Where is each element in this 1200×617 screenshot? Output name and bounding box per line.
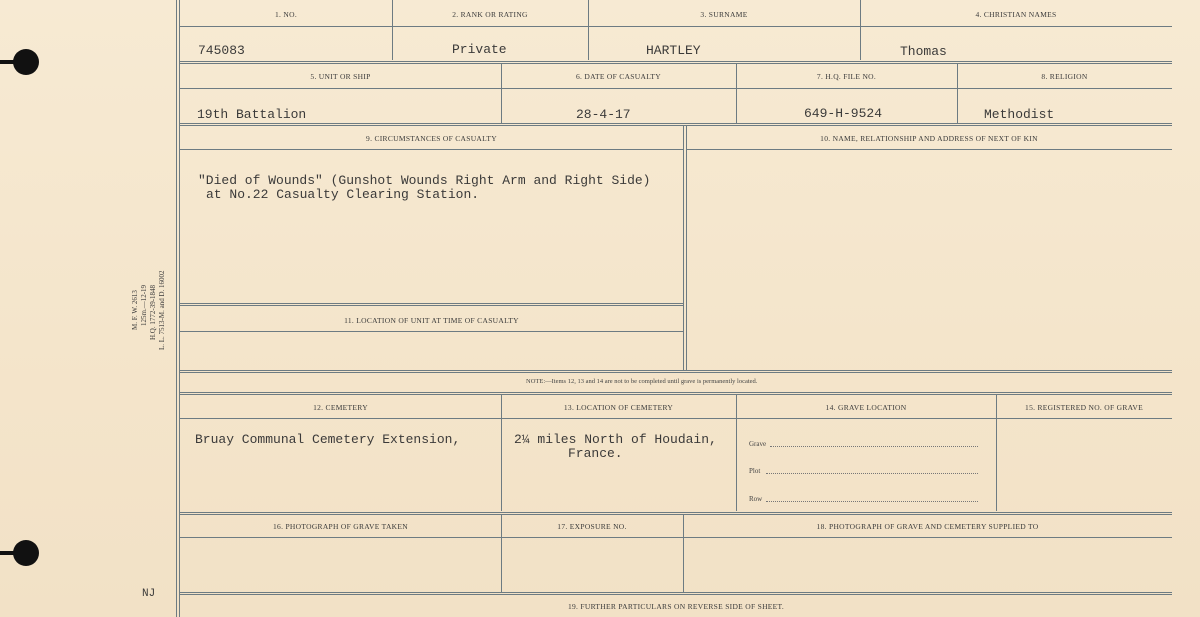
header-surname: 3. SURNAME [700, 10, 748, 19]
grave-field-line [770, 446, 978, 447]
row4-divider-3 [996, 395, 997, 511]
header-date: 6. DATE OF CASUALTY [575, 72, 661, 81]
row3-divider [683, 126, 684, 371]
row4-bottom-rule [180, 512, 1172, 515]
row5-bottom-rule [180, 592, 1172, 595]
header-unit: 5. UNIT OR SHIP [310, 72, 371, 81]
hq-file-value: 649-H-9524 [804, 106, 883, 121]
header-religion: 8. RELIGION [1041, 72, 1088, 81]
unit-value: 19th Battalion [197, 107, 307, 122]
header-exposure: 17. EXPOSURE NO. [557, 522, 627, 531]
row4-header-rule [180, 418, 1172, 419]
cemetery-location-line1: 2¼ miles North of Houdain, [514, 432, 717, 447]
header-location-unit: 11. LOCATION OF UNIT AT TIME OF CASUALTY [344, 316, 519, 325]
form-code-line1: M. F. W. 2613 [131, 290, 139, 330]
header-photo-supplied: 18. PHOTOGRAPH OF GRAVE AND CEMETERY SUPPLIED TO [816, 522, 1039, 531]
date-value: 28-4-17 [576, 107, 631, 122]
row-field-label: Row [749, 495, 763, 503]
row4-divider-2 [736, 395, 737, 511]
row3-header-rule-left [180, 149, 683, 150]
header-grave-location: 14. GRAVE LOCATION [825, 403, 907, 412]
header-next-of-kin: 10. NAME, RELATIONSHIP AND ADDRESS OF NEXT OF KIN [820, 134, 1038, 143]
punch-hole-top [13, 49, 39, 75]
row3-divider-b [686, 126, 687, 371]
clerk-initials: NJ [142, 588, 156, 600]
service-number: 745083 [198, 43, 245, 58]
row2-header-rule [180, 88, 1172, 89]
note-text: NOTE:—Items 12, 13 and 14 are not to be completed until grave is permanently located. [526, 378, 758, 385]
row3-header-rule-right [686, 149, 1172, 150]
form-code-line2: 125m.—12-19 [140, 284, 148, 326]
plot-field-label: Plot [749, 467, 761, 475]
row1-header-rule [180, 26, 1172, 27]
plot-field-line [766, 473, 978, 474]
circumstances-line2: at No.22 Casualty Clearing Station. [206, 187, 480, 202]
row5-header-rule [180, 537, 1172, 538]
header-rank: 2. RANK OR RATING [452, 10, 528, 19]
location-unit-header-rule [180, 331, 683, 332]
row4-top-rule [180, 392, 1172, 395]
cemetery-value: Bruay Communal Cemetery Extension, [195, 432, 461, 447]
row4-divider-1 [501, 395, 502, 511]
further-particulars: 19. FURTHER PARTICULARS ON REVERSE SIDE OF SHEET. [567, 602, 785, 611]
grave-field-label: Grave [749, 440, 767, 448]
margin-rule [176, 0, 177, 617]
circumstances-line1: "Died of Wounds" (Gunshot Wounds Right Arm and Right Side) [198, 173, 651, 188]
punch-hole-bottom [13, 540, 39, 566]
header-christian-names: 4. CHRISTIAN NAMES [975, 10, 1057, 19]
christian-name-value: Thomas [900, 44, 947, 59]
row2-bottom-rule [180, 123, 1172, 126]
row1-bottom-rule [180, 61, 1172, 64]
row-field-line [766, 501, 978, 502]
rank-value: Private [452, 42, 507, 57]
header-cemetery-location: 13. LOCATION OF CEMETERY [563, 403, 674, 412]
header-photo-taken: 16. PHOTOGRAPH OF GRAVE TAKEN [273, 522, 408, 531]
row3-bottom-rule [180, 370, 1172, 373]
surname-value: HARTLEY [646, 43, 701, 58]
header-registered-no: 15. REGISTERED NO. OF GRAVE [1025, 403, 1143, 412]
location-unit-top-rule [180, 303, 683, 306]
form-code-line3: H.Q. 1772-39-1848 [149, 284, 157, 340]
header-hq-file: 7. H.Q. FILE NO. [816, 72, 877, 81]
cemetery-location-line2: France. [568, 446, 623, 461]
row1-divider-2 [588, 0, 589, 60]
religion-value: Methodist [984, 107, 1055, 122]
header-cemetery: 12. CEMETERY [313, 403, 368, 412]
header-no: 1. NO. [274, 10, 297, 19]
header-circumstances: 9. CIRCUMSTANCES OF CASUALTY [366, 134, 497, 143]
row1-divider-1 [392, 0, 393, 60]
form-code-line4: L. L. 7513-M. and D. 16002 [158, 270, 166, 350]
row1-divider-3 [860, 0, 861, 60]
